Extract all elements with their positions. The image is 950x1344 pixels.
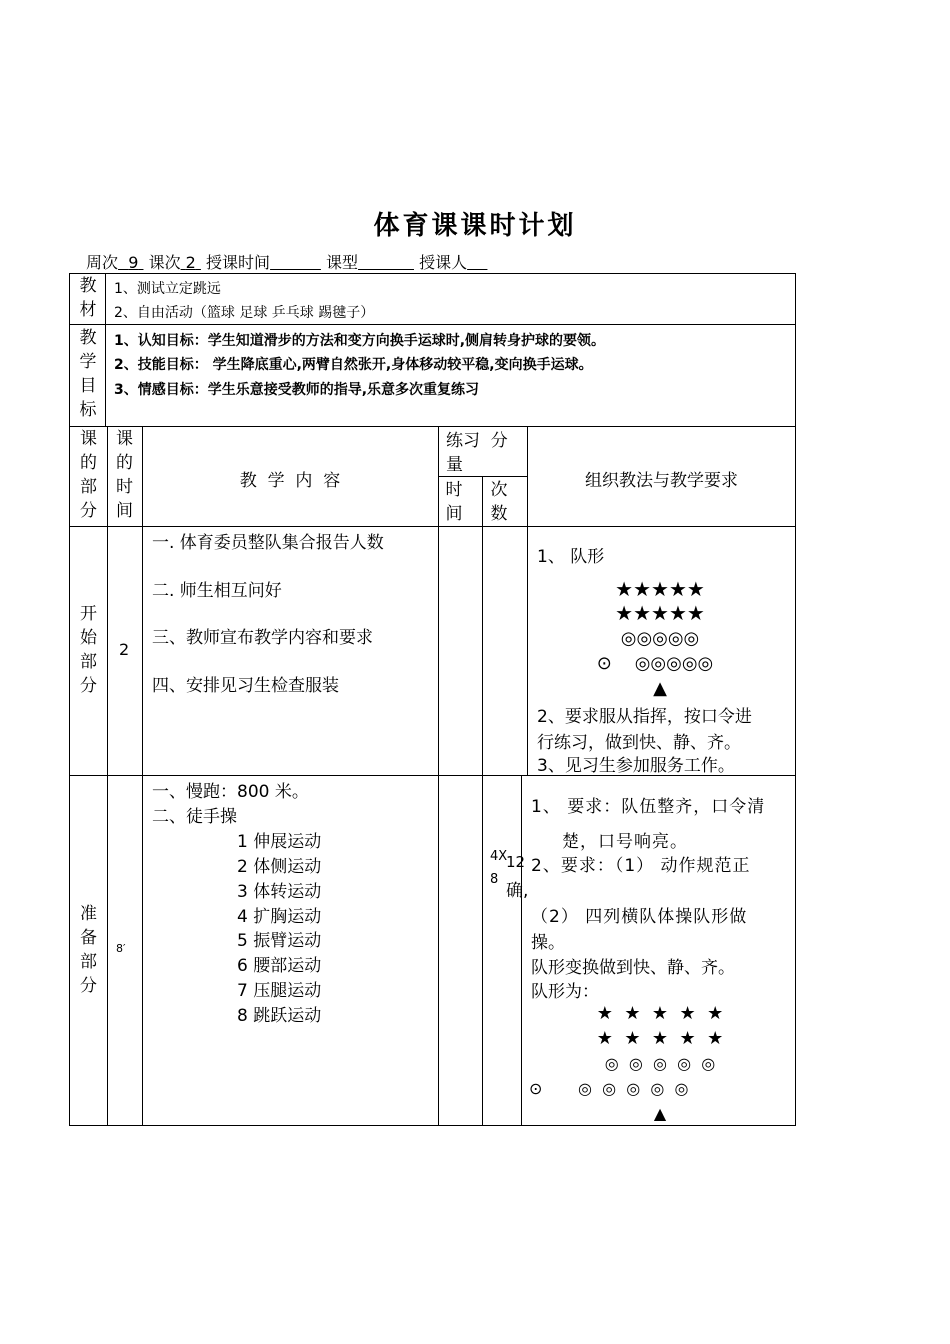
prep-method-2b: 确,: [506, 881, 529, 901]
prep-method-4: 队形变换做到快、静、齐。: [531, 958, 735, 978]
week-value: 9: [128, 253, 139, 272]
exercise-2: 2 体侧运动: [237, 857, 322, 877]
prep-content-1: 一、慢跑：800 米。: [152, 782, 309, 802]
goal-skill: 2、技能目标： 学生降底重心,两臂自然张开,身体移动较平稳,变向换手运球。: [114, 357, 593, 373]
prep-formation-row-1: ★ ★ ★ ★ ★: [596, 1003, 724, 1024]
teacher-label: 授课人: [419, 253, 468, 272]
lesson-info-line: [86, 250, 487, 273]
header-method: 组织教法与教学要求: [585, 471, 738, 491]
prep-formation-row-2: ★ ★ ★ ★ ★: [596, 1028, 724, 1049]
exercise-1: 1 伸展运动: [237, 832, 322, 852]
prep-formation-teacher: ▲: [653, 1104, 667, 1123]
goals-label: 教学目标: [79, 328, 97, 420]
start-method-1: 1、 队形: [537, 547, 605, 567]
header-bottom-line: [69, 526, 796, 527]
start-time: 2: [119, 640, 130, 659]
header-time: 课的时间: [116, 429, 133, 521]
goal-cognitive: 1、认知目标：学生知道滑步的方法和变方向换手运球时,侧肩转身护球的要领。: [114, 333, 606, 349]
teacher-blank: [467, 253, 487, 272]
prep-formation-row-3: ◎ ◎ ◎ ◎ ◎: [604, 1054, 716, 1073]
page-title: 体育课课时计划: [373, 211, 577, 241]
start-method-2a: 2、要求服从指挥，按口令进: [537, 707, 752, 727]
col-line-4: [482, 476, 483, 1126]
prep-method-5: 队形为：: [531, 982, 599, 1002]
prep-content-2: 二、徒手操: [152, 807, 237, 827]
materials-item-1: 1、测试立定跳远: [114, 281, 221, 297]
lesson-value: 2: [185, 253, 196, 272]
header-practice-time: 时间: [445, 480, 463, 524]
prep-method-3a: （2） 四列横队体操队形做: [531, 907, 748, 927]
start-content-2: 二. 师生相互问好: [152, 581, 282, 601]
type-label: 课型: [326, 253, 359, 272]
start-formation-teacher: ▲: [653, 678, 667, 699]
start-method-3: 3、见习生参加服务工作。: [537, 756, 735, 776]
prep-count-b: 8: [490, 872, 499, 887]
exercise-3: 3 体转运动: [237, 882, 322, 902]
week-label: 周次: [86, 253, 119, 272]
prep-part-label: 准备部分: [80, 904, 97, 996]
header-part: 课的部分: [80, 429, 97, 521]
start-method-2b: 行练习，做到快、静、齐。: [537, 733, 741, 753]
start-content-3: 三、教师宣布教学内容和要求: [152, 628, 373, 648]
time-label: 授课时间: [206, 253, 271, 272]
start-content-4: 四、安排见习生检查服装: [152, 676, 339, 696]
exercise-5: 5 振臂运动: [237, 931, 322, 951]
prep-method-3b: 操。: [531, 933, 565, 953]
col-line-2: [142, 426, 143, 1126]
prep-formation-row-4: ⊙ ◎ ◎ ◎ ◎ ◎: [529, 1079, 689, 1098]
time-blank: [270, 253, 321, 272]
prep-method-1a: 1、 要求：队伍整齐，口令清: [531, 797, 766, 817]
header-practice-count: 次数: [490, 480, 508, 524]
goal-affective: 3、情感目标：学生乐意接受教师的指导,乐意多次重复练习: [114, 382, 480, 398]
start-content-1: 一. 体育委员整队集合报告人数: [152, 533, 384, 553]
start-formation-row-4: ⊙ ◎◎◎◎◎: [596, 653, 714, 674]
prep-method-2a: 2、要求：（1） 动作规范正: [531, 856, 751, 876]
goals-divider: [105, 324, 106, 427]
type-blank: [358, 253, 414, 272]
exercise-6: 6 腰部运动: [237, 956, 322, 976]
prep-method-2-number: 12: [506, 853, 526, 871]
start-formation-row-1: ★★★★★: [615, 577, 705, 601]
prep-time: 8′: [116, 942, 126, 955]
lesson-label: 课次: [148, 253, 181, 272]
start-part-label: 开始部分: [80, 604, 97, 696]
prep-method-1b: 楚，口号响亮。: [562, 832, 688, 852]
materials-divider: [105, 273, 106, 325]
exercise-7: 7 压腿运动: [237, 981, 322, 1001]
start-formation-row-2: ★★★★★: [615, 601, 705, 625]
header-content: 教 学 内 容: [239, 471, 341, 491]
exercise-4: 4 扩胸运动: [237, 907, 322, 927]
materials-item-2: 2、自由活动（篮球 足球 乒乓球 踢毽子）: [114, 305, 375, 321]
prep-count-a: 4X: [490, 849, 508, 864]
col-line-5b: [521, 776, 522, 1126]
col-line-3: [438, 426, 439, 1126]
start-formation-row-3: ◎◎◎◎◎: [620, 628, 700, 649]
materials-label: 教材: [79, 276, 97, 320]
header-practice: 练习 分量: [446, 431, 508, 475]
col-line-1: [107, 426, 108, 1126]
exercise-8: 8 跳跃运动: [237, 1006, 322, 1026]
